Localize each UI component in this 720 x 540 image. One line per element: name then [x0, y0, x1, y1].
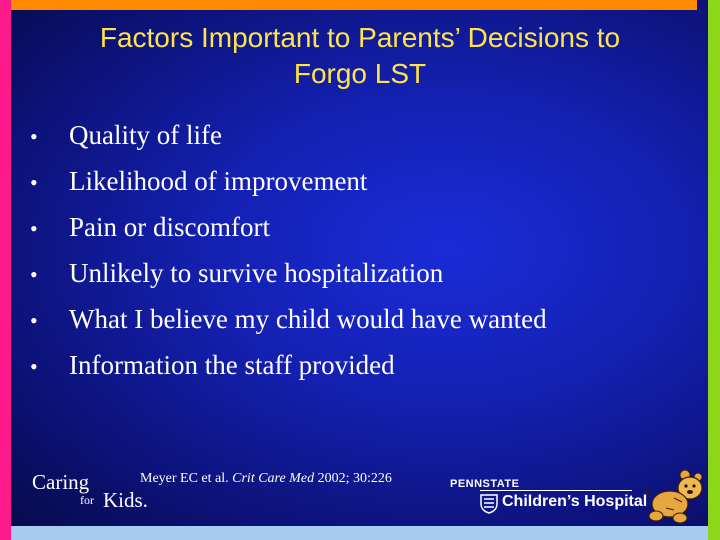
logo-divider: [480, 490, 632, 491]
frame-left-bar: [0, 0, 11, 540]
bullet-item: [28, 204, 547, 250]
bullet-text: What I believe my child would have wanted: [69, 304, 547, 334]
frame-right-bar: [708, 0, 720, 540]
bullet-marker: •: [30, 170, 38, 195]
caring-for-kids-word-caring: Caring: [32, 470, 90, 494]
bullet-marker: •: [30, 354, 38, 379]
bullet-text: Quality of life: [69, 120, 222, 150]
bullet-item: [28, 342, 547, 388]
hospital-logo: [450, 470, 648, 520]
slide-title-line-1: Factors Important to Parents’ Decisions to: [99, 22, 621, 53]
citation-authors: Meyer EC et al.: [140, 471, 233, 486]
bullet-text: Information the staff provided: [69, 350, 395, 380]
bullet-marker: •: [30, 216, 38, 241]
childrens-hospital-name: Children’s Hospital: [502, 493, 648, 510]
penn-state-shield-icon: [480, 494, 498, 514]
citation-details: 2002; 30:226: [314, 471, 392, 486]
penn-state-wordmark: PENNSTATE: [450, 478, 520, 490]
citation: [140, 471, 392, 487]
bear-mascot-icon: [644, 466, 706, 526]
bullet-marker: •: [30, 308, 38, 333]
bullet-marker: •: [30, 124, 38, 149]
caring-for-kids-word-for: for: [80, 493, 94, 507]
bullet-text: Likelihood of improvement: [69, 166, 368, 196]
citation-journal: Crit Care Med: [232, 471, 315, 486]
bullet-list: [28, 112, 547, 388]
bullet-text: Unlikely to survive hospitalization: [69, 258, 444, 288]
slide-title: [20, 20, 700, 92]
bullet-item: [28, 112, 547, 158]
bullet-marker: •: [30, 262, 38, 287]
bullet-item: [28, 250, 547, 296]
frame-bottom-bar: [11, 526, 708, 540]
frame-top-bar: [11, 0, 697, 10]
caring-for-kids-word-kids: Kids.: [103, 488, 148, 512]
bullet-item: [28, 158, 547, 204]
bullet-text: Pain or discomfort: [69, 212, 270, 242]
bullet-item: [28, 296, 547, 342]
slide-title-line-2: Forgo LST: [293, 58, 427, 89]
